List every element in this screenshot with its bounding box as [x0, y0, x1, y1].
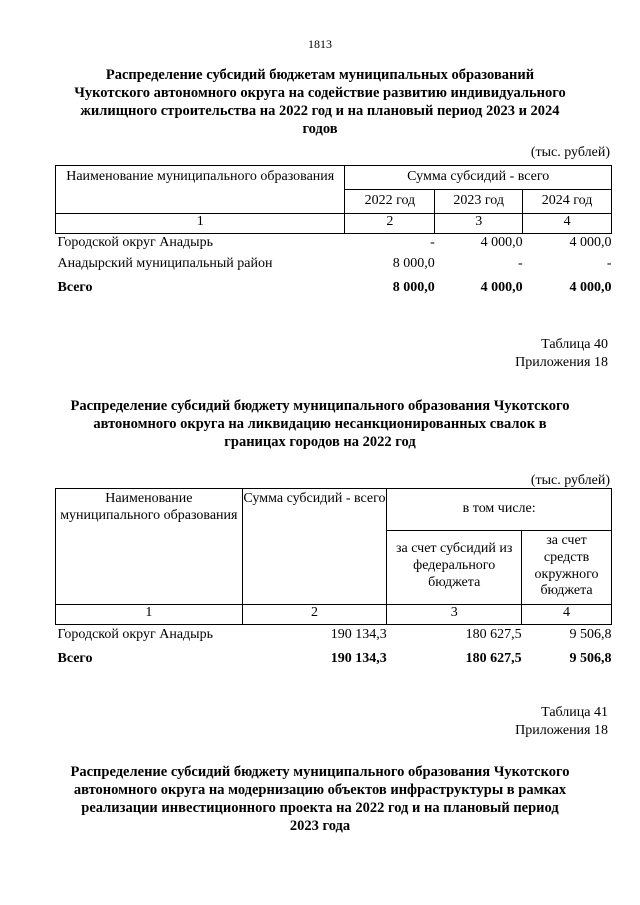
- header-2023: 2023 год: [435, 190, 523, 214]
- table-row: [56, 254, 612, 276]
- total-row: [56, 276, 612, 302]
- header-2024: 2024 год: [523, 190, 612, 214]
- header-sum: Сумма субсидий - всего: [345, 166, 612, 190]
- row-value: 9 506,8: [569, 627, 612, 643]
- table-label: Таблица 41: [541, 705, 608, 720]
- section3-title: Распределение субсидий бюджету муниципального образования Чукотского автономного округа на модернизацию объектов инфраструктуры в рамках реализации инвестиционного проекта на 2022 год и на плановый период 2023 года: [70, 764, 570, 834]
- row-value: -: [517, 256, 523, 272]
- row-value: 8 000,0: [392, 256, 435, 272]
- col-num-1: 1: [56, 605, 243, 625]
- section1-title: Распределение субсидий бюджетам муниципальных образований Чукотского автономного округа на содействие развитию индивидуального жилищного строительства на 2022 год и на плановый период 2023 и 2024 годов: [74, 67, 566, 137]
- total-value: 180 627,5: [465, 651, 522, 667]
- total-label: Всего: [57, 651, 93, 667]
- total-value: 4 000,0: [569, 280, 612, 296]
- section1-units: (тыс. рублей): [530, 145, 610, 160]
- header-2022: 2022 год: [345, 190, 435, 214]
- appendix-label: Приложения 18: [515, 723, 608, 738]
- row-value: 4 000,0: [569, 235, 612, 251]
- row-value: 190 134,3: [330, 627, 387, 643]
- header-name: Наименование муниципального образования: [56, 489, 243, 605]
- header-federal: за счет субсидий из федерального бюджета: [387, 531, 522, 605]
- row-name: Городской округ Анадырь: [57, 235, 213, 251]
- row-name: Городской округ Анадырь: [57, 627, 213, 643]
- col-num-4: 4: [522, 605, 612, 625]
- header-district: за счет средств окружного бюджета: [522, 531, 612, 605]
- section2-title: Распределение субсидий бюджету муниципального образования Чукотского автономного округа на ликвидацию несанкционированных свалок в границах городов на 2022 год: [70, 398, 570, 450]
- total-value: 9 506,8: [569, 651, 612, 667]
- table-label: Таблица 40: [541, 337, 608, 352]
- section2-table-ref: [515, 336, 608, 372]
- total-value: 4 000,0: [480, 280, 523, 296]
- col-num-4: 4: [523, 214, 612, 234]
- total-value: 190 134,3: [330, 651, 387, 667]
- page-number: 1813: [308, 37, 332, 51]
- total-value: 8 000,0: [392, 280, 435, 296]
- section2-table: [55, 488, 612, 673]
- header-name: Наименование муниципального образования: [56, 166, 345, 214]
- row-name: Анадырский муниципальный район: [57, 256, 273, 272]
- header-including: в том числе:: [387, 489, 612, 531]
- section1-table: [55, 165, 612, 302]
- header-sum: Сумма субсидий - всего: [242, 489, 387, 605]
- appendix-label: Приложения 18: [515, 355, 608, 370]
- section3-table-ref: [515, 704, 608, 740]
- row-value: -: [430, 235, 435, 251]
- total-row: [56, 647, 612, 673]
- col-num-3: 3: [435, 214, 523, 234]
- row-value: 180 627,5: [465, 627, 522, 643]
- section2-units: (тыс. рублей): [530, 473, 610, 488]
- col-num-2: 2: [345, 214, 435, 234]
- col-num-3: 3: [387, 605, 522, 625]
- total-label: Всего: [57, 280, 93, 296]
- table-row: [56, 625, 612, 647]
- col-num-1: 1: [56, 214, 345, 234]
- table-row: [56, 234, 612, 254]
- row-value: 4 000,0: [480, 235, 523, 251]
- row-value: -: [606, 256, 612, 272]
- col-num-2: 2: [242, 605, 387, 625]
